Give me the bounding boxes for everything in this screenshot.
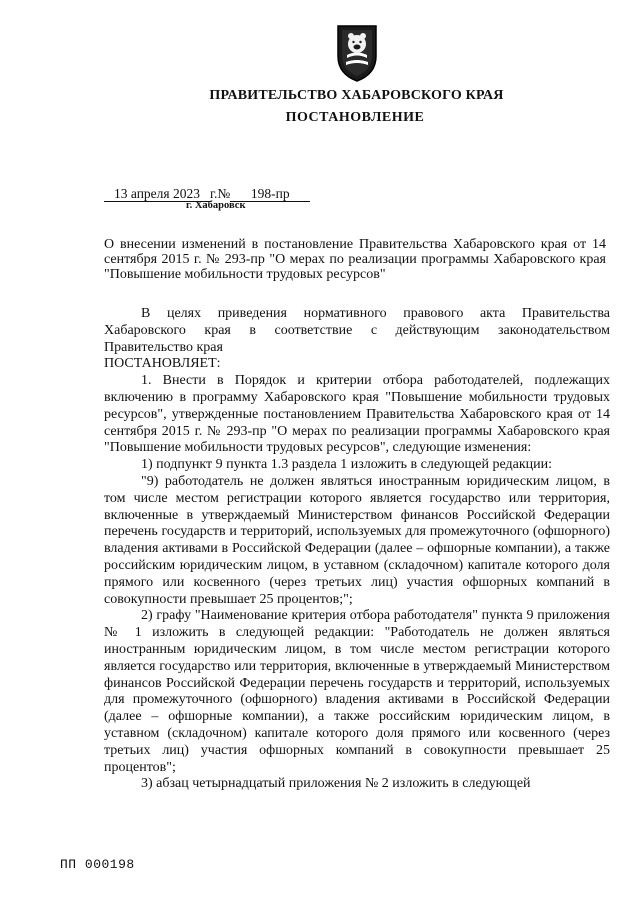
item-1-2-paragraph: 2) графу "Наименование критерия отбора работодателя" пункта 9 приложения № 1 изложить в следующей редакции: "Работодатель не должен являться иностранным юридическим лицом, в том числе местом регистрации которого является государство или территория, включенные в утверждаемый Министерством финансов Российской Федерации перечень государств и территорий, используемых для промежуточного (офшорного) владения активами в Российской Федерации (далее – офшорные компании), а также российским юридическим лицом, в уставном (складочном) капитале которого доля прямого или косвенного (через третьих лиц) участия офшорных компаний в совокупности превышает 25 процентов"; — [104, 608, 610, 775]
item-1-1-paragraph: 1) подпункт 9 пункта 1.3 раздела 1 изложить в следующей редакции: — [141, 457, 552, 473]
document-type: ПОСТАНОВЛЕНИЕ — [285, 110, 425, 125]
khabarovsk-krai-coat-of-arms-icon — [333, 22, 381, 84]
form-code: ПП 000198 — [60, 857, 135, 872]
quote-9-paragraph: "9) работодатель не должен являться иностранным юридическим лицом, в том числе местом регистрации которого является государство или территория, включенные в утверждаемый Министерством финансов Российской Федерации перечень государств и территорий, используемых для промежуточного (офшорного) владения активами в Российской Федерации (далее – офшорные компании), а также российским юридическим лицом, в уставном (складочном) капитале которого доля прямого или косвенного (через третьих лиц) участия офшорных компаний в совокупности превышает 25 процентов;"; — [104, 473, 610, 607]
document-city: г. Хабаровск — [186, 200, 246, 211]
document-title: О внесении изменений в постановление Правительства Хабаровского края от 14 сентября 2015 г. № 293-пр "О мерах по реализации программы Хабаровского края "Повышение мобильности трудовых ресурсов" — [104, 237, 606, 282]
item-1-3-paragraph: 3) абзац четырнадцатый приложения № 2 изложить в следующей — [141, 776, 531, 792]
government-name: ПРАВИТЕЛЬСТВО ХАБАРОВСКОГО КРАЯ — [209, 88, 504, 103]
document-number: 198-пр — [230, 187, 310, 202]
date-suffix: г.№ — [210, 186, 231, 201]
intro-paragraph: В целях приведения нормативного правового акта Правительства Хабаровского края в соответствие с действующим законодательством Правительство края — [104, 306, 610, 355]
document-date: 13 апреля 2023 — [104, 187, 210, 202]
decree-word: ПОСТАНОВЛЯЕТ: — [104, 356, 221, 372]
document-body — [104, 306, 610, 793]
item-1-paragraph: 1. Внести в Порядок и критерии отбора работодателей, подлежащих включению в программу Хабаровского края "Повышение мобильности трудовых ресурсов", утвержденные постановлением Правительства Хабаровского края от 14 сентября 2015 г. № 293-пр "О мерах по реализации программы Хабаровского края "Повышение мобильности трудовых ресурсов", следующие изменения: — [104, 373, 610, 456]
